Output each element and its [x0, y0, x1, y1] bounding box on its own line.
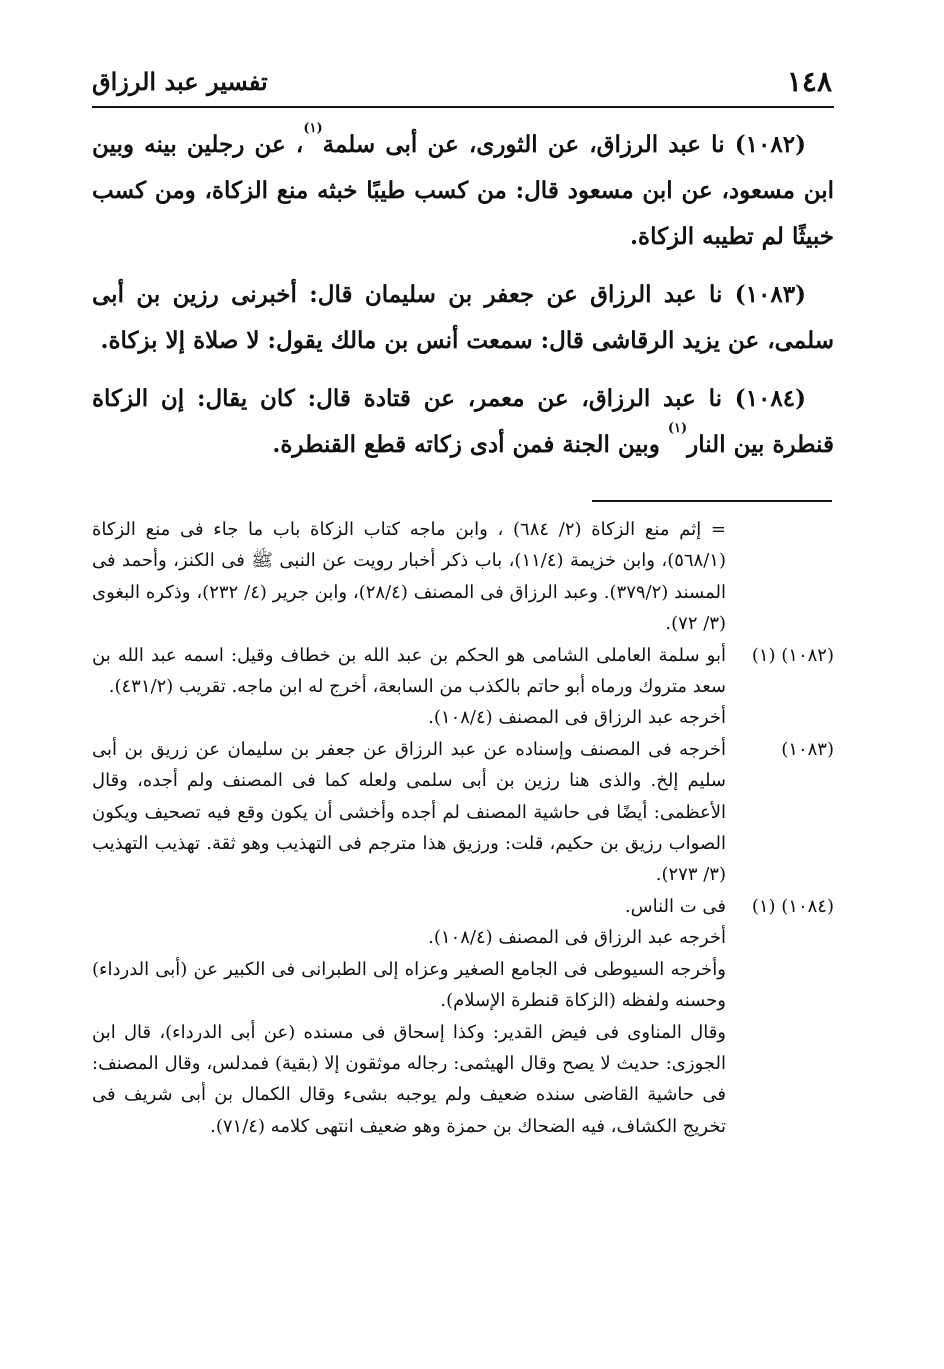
hadith-text: نا عبد الرزاق، عن معمر، عن قتادة قال: كان يقال: إن الزكاة قنطرة بين النار [92, 385, 834, 458]
footnote-text: أخرجه عبد الرزاق فى المصنف (١٠٨/٤). [428, 707, 726, 729]
hadith-number: (١٠٨٢) [734, 131, 806, 158]
page-number: ١٤٨ [786, 65, 832, 98]
footnote-text: أخرجه عبد الرزاق فى المصنف (١٠٨/٤). [428, 927, 726, 949]
hadith-text: ، عن رجلين بينه وبين ابن مسعود، عن ابن مسعود قال: من كسب طيبًا خبثه منع الزكاة، ومن كسب خبيثًا لم تطيبه الزكاة. [92, 131, 834, 250]
footnote-text: أخرجه فى المصنف وإسناده عن عبد الرزاق عن جعفر بن سليمان عن زريق بن أبى سليم إلخ. والذى هنا رزين بن أبى سلمى ولعله كما فى المصنف ولم أجده، وقال الأعظمى: أيضًا فى حاشية المصنف لم أجده وأخشى أن يكون وقع فيه تصحيف ويكون الصواب رزيق بن حكيم، قلت: ورزيق هذا مترجم فى التهذيب وهو ثقة. تهذيب التهذيب (٣/ ٢٧٣). [92, 738, 726, 886]
hadith-number: (١٠٨٣) [734, 281, 806, 308]
footnote-marker: (١) [667, 421, 688, 436]
footnote-ref: (١٠٨٣) [781, 738, 834, 760]
hadith-number: (١٠٨٤) [734, 385, 806, 412]
hadith-text: نا عبد الرزاق عن جعفر بن سليمان قال: أخبرنى رزين بن أبى سلمى، عن يزيد الرقاشى قال: سمعت أنس بن مالك يقول: لا صلاة إلا بزكاة. [92, 281, 834, 354]
footnotes [92, 514, 834, 1142]
footnote-entry [92, 514, 834, 640]
footnote-entry [92, 1017, 834, 1143]
footnote-marker: (١) [303, 121, 323, 136]
footnote-entry [92, 922, 834, 953]
footnote-text: فى ت الناس. [624, 895, 726, 917]
footnote-rule [592, 500, 832, 502]
main-text [92, 122, 834, 480]
footnote-entry [92, 891, 834, 922]
footnote-entry [92, 702, 834, 733]
hadith-1084 [92, 376, 834, 468]
footnote-text: = إثم منع الزكاة (٢/ ٦٨٤) ، وابن ماجه كتاب الزكاة باب ما جاء فى منع الزكاة (٥٦٨/١)، وابن خزيمة (١١/٤)، باب ذكر أخبار رويت عن النبى ﷺ فى الكنز، وأحمد فى المسند (٣٧٩/٢). وعبد الرزاق فى المصنف (٢٨/٤)، وابن جرير (٤/ ٢٣٢)، وذكره البغوى (٣/ ٧٢). [92, 519, 727, 635]
header-rule [92, 106, 834, 108]
footnote-entry [92, 640, 834, 703]
page-header [92, 62, 832, 102]
hadith-1083 [92, 272, 834, 364]
footnote-entry [92, 734, 834, 891]
footnote-text: أبو سلمة العاملى الشامى هو الحكم بن عبد الله بن خطاف وقيل: اسمه عبد الله بن سعد متروك ورماه أبو حاتم بالكذب من السابعة، أخرج له ابن ماجه. تقريب (٤٣١/٢). [92, 644, 726, 698]
running-title: تفسير عبد الرزاق [92, 67, 268, 96]
hadith-1082 [92, 122, 834, 260]
hadith-text: وبين الجنة فمن أدى زكاته قطع القنطرة. [272, 431, 668, 458]
hadith-text: نا عبد الرزاق، عن الثورى، عن أبى سلمة [322, 131, 735, 158]
footnote-text: وقال المناوى فى فيض القدير: وكذا إسحاق فى مسنده (عن أبى الدرداء)، قال ابن الجوزى: حديث لا يصح وقال الهيثمى: رجاله موثقون إلا (بقية) فمدلس، وقال المصنف: فى حاشية القاضى سنده ضعيف ولم يوجبه بشىء وقال الكمال بن أبى شريف فى تخريج الكشاف، فيه الضحاك بن حمزة وهو ضعيف انتهى كلامه (٧١/٤). [92, 1021, 726, 1137]
footnote-ref: (١٠٨٢) (١) [751, 644, 834, 666]
footnote-text: وأخرجه السيوطى فى الجامع الصغير وعزاه إلى الطبرانى فى الكبير عن (أبى الدرداء) وحسنه ولفظه (الزكاة قنطرة الإسلام). [92, 958, 726, 1012]
footnote-ref: (١٠٨٤) (١) [751, 895, 834, 917]
footnote-entry [92, 954, 834, 1017]
